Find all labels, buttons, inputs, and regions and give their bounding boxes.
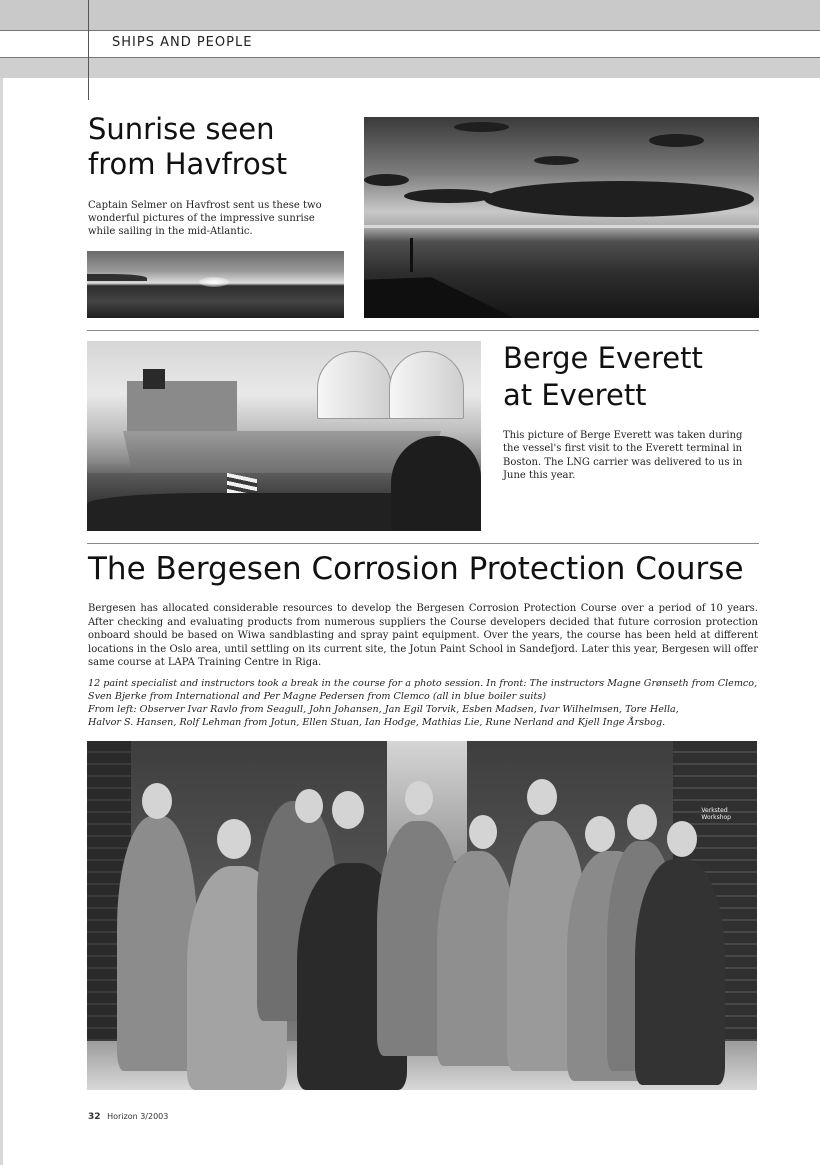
photo-person-head: [142, 783, 172, 819]
title-line: Sunrise seen: [88, 112, 275, 146]
page-number: 32: [88, 1112, 101, 1122]
section-label: SHIPS AND PEOPLE: [112, 35, 253, 50]
caption-line: From left: Observer Ivar Ravlo from Seagull, John Johansen, Jan Egil Torvik, Esben Madsen, Ivar Wilhelmsen, Tore Hella,: [88, 704, 679, 715]
photo-tree: [391, 436, 481, 531]
photo-person-head: [332, 791, 364, 829]
photo-cloud: [649, 134, 704, 147]
photo-sun-glow: [199, 277, 229, 287]
publication-name: Horizon 3/2003: [107, 1112, 169, 1121]
article-caption-sunrise: Captain Selmer on Havfrost sent us these two wonderful pictures of the impressive sunrise while sailing in the mid-Atlantic.: [88, 200, 322, 237]
photo-person-head: [627, 804, 657, 840]
photo-person: [117, 816, 197, 1071]
page-edge-shadow: [0, 78, 3, 1165]
photo-person-head: [667, 821, 697, 857]
photo-cloud: [404, 189, 494, 203]
sunrise-photo-large: [364, 117, 759, 318]
photo-landmass: [87, 274, 147, 281]
caption-line: 12 paint specialist and instructors took a break in the course for a photo session. In front: The instructors Magne Grønseth from Clemco,: [88, 678, 758, 689]
photo-lng-tank: [389, 351, 464, 419]
group-photo: [87, 741, 757, 1090]
photo-person-head: [405, 781, 433, 815]
article-caption-berge-everett: This picture of Berge Everett was taken during the vessel's first visit to the Everett terminal in Boston. The LNG carrier was delivered to us in June this year.: [503, 430, 743, 482]
title-line: from Havfrost: [88, 147, 288, 181]
photo-ship-mast: [410, 238, 413, 272]
photo-person: [437, 851, 517, 1066]
photo-horizon: [364, 225, 759, 228]
article-title-sunrise: [88, 112, 348, 182]
section-divider: [87, 543, 759, 544]
photo-ship-bow: [364, 267, 514, 318]
page-footer: [88, 1112, 168, 1122]
photo-lng-tank: [317, 351, 392, 419]
photo-person-head: [217, 819, 251, 859]
sunrise-photo-small: [87, 251, 344, 318]
photo-cloud: [484, 181, 754, 217]
title-line: Berge Everett: [503, 341, 703, 375]
photo-person-head: [469, 815, 497, 849]
photo-ship-funnel: [143, 369, 165, 389]
article-title-corrosion-course: The Bergesen Corrosion Protection Course: [88, 551, 744, 587]
photo-person-head: [295, 789, 323, 823]
photo-person-head: [585, 816, 615, 852]
header-vertical-rule: [88, 0, 89, 100]
caption-line: Halvor S. Hansen, Rolf Lehman from Jotun, Ellen Stuan, Ian Hodge, Mathias Lie, Rune Nerland and Kjell Inge Årsbog.: [88, 717, 666, 728]
photo-person-head: [527, 779, 557, 815]
group-photo-caption: [88, 677, 758, 729]
section-divider: [87, 330, 759, 331]
photo-cloud: [454, 122, 509, 132]
berge-everett-photo: [87, 341, 481, 531]
photo-cloud: [364, 174, 409, 186]
header-band-lower: [0, 58, 820, 78]
title-line: at Everett: [503, 378, 647, 412]
sign-line: Verksted: [701, 807, 728, 814]
photo-person: [635, 859, 725, 1085]
article-body-corrosion-course: Bergesen has allocated considerable resources to develop the Bergesen Corrosion Protection Course over a period of 10 years. After checking and evaluating products from numerous suppliers the Course developers decided that future corrosion protection onboard should be based on Wiwa sandblasting and spray paint equipment. Over the years, the course has been held at different locations in the Oslo area, until settling on its current site, the Jotun Paint School in Sandefjord. Later this year, Bergesen will offer same course at LAPA Training Centre in Riga.: [88, 603, 758, 669]
workshop-sign: [701, 807, 731, 821]
caption-line: Sven Bjerke from International and Per Magne Pedersen from Clemco (all in blue boiler suits): [88, 691, 547, 702]
top-band: [0, 0, 820, 30]
photo-cloud: [534, 156, 579, 165]
sign-line: Workshop: [701, 814, 731, 821]
article-title-berge-everett: [503, 340, 763, 414]
